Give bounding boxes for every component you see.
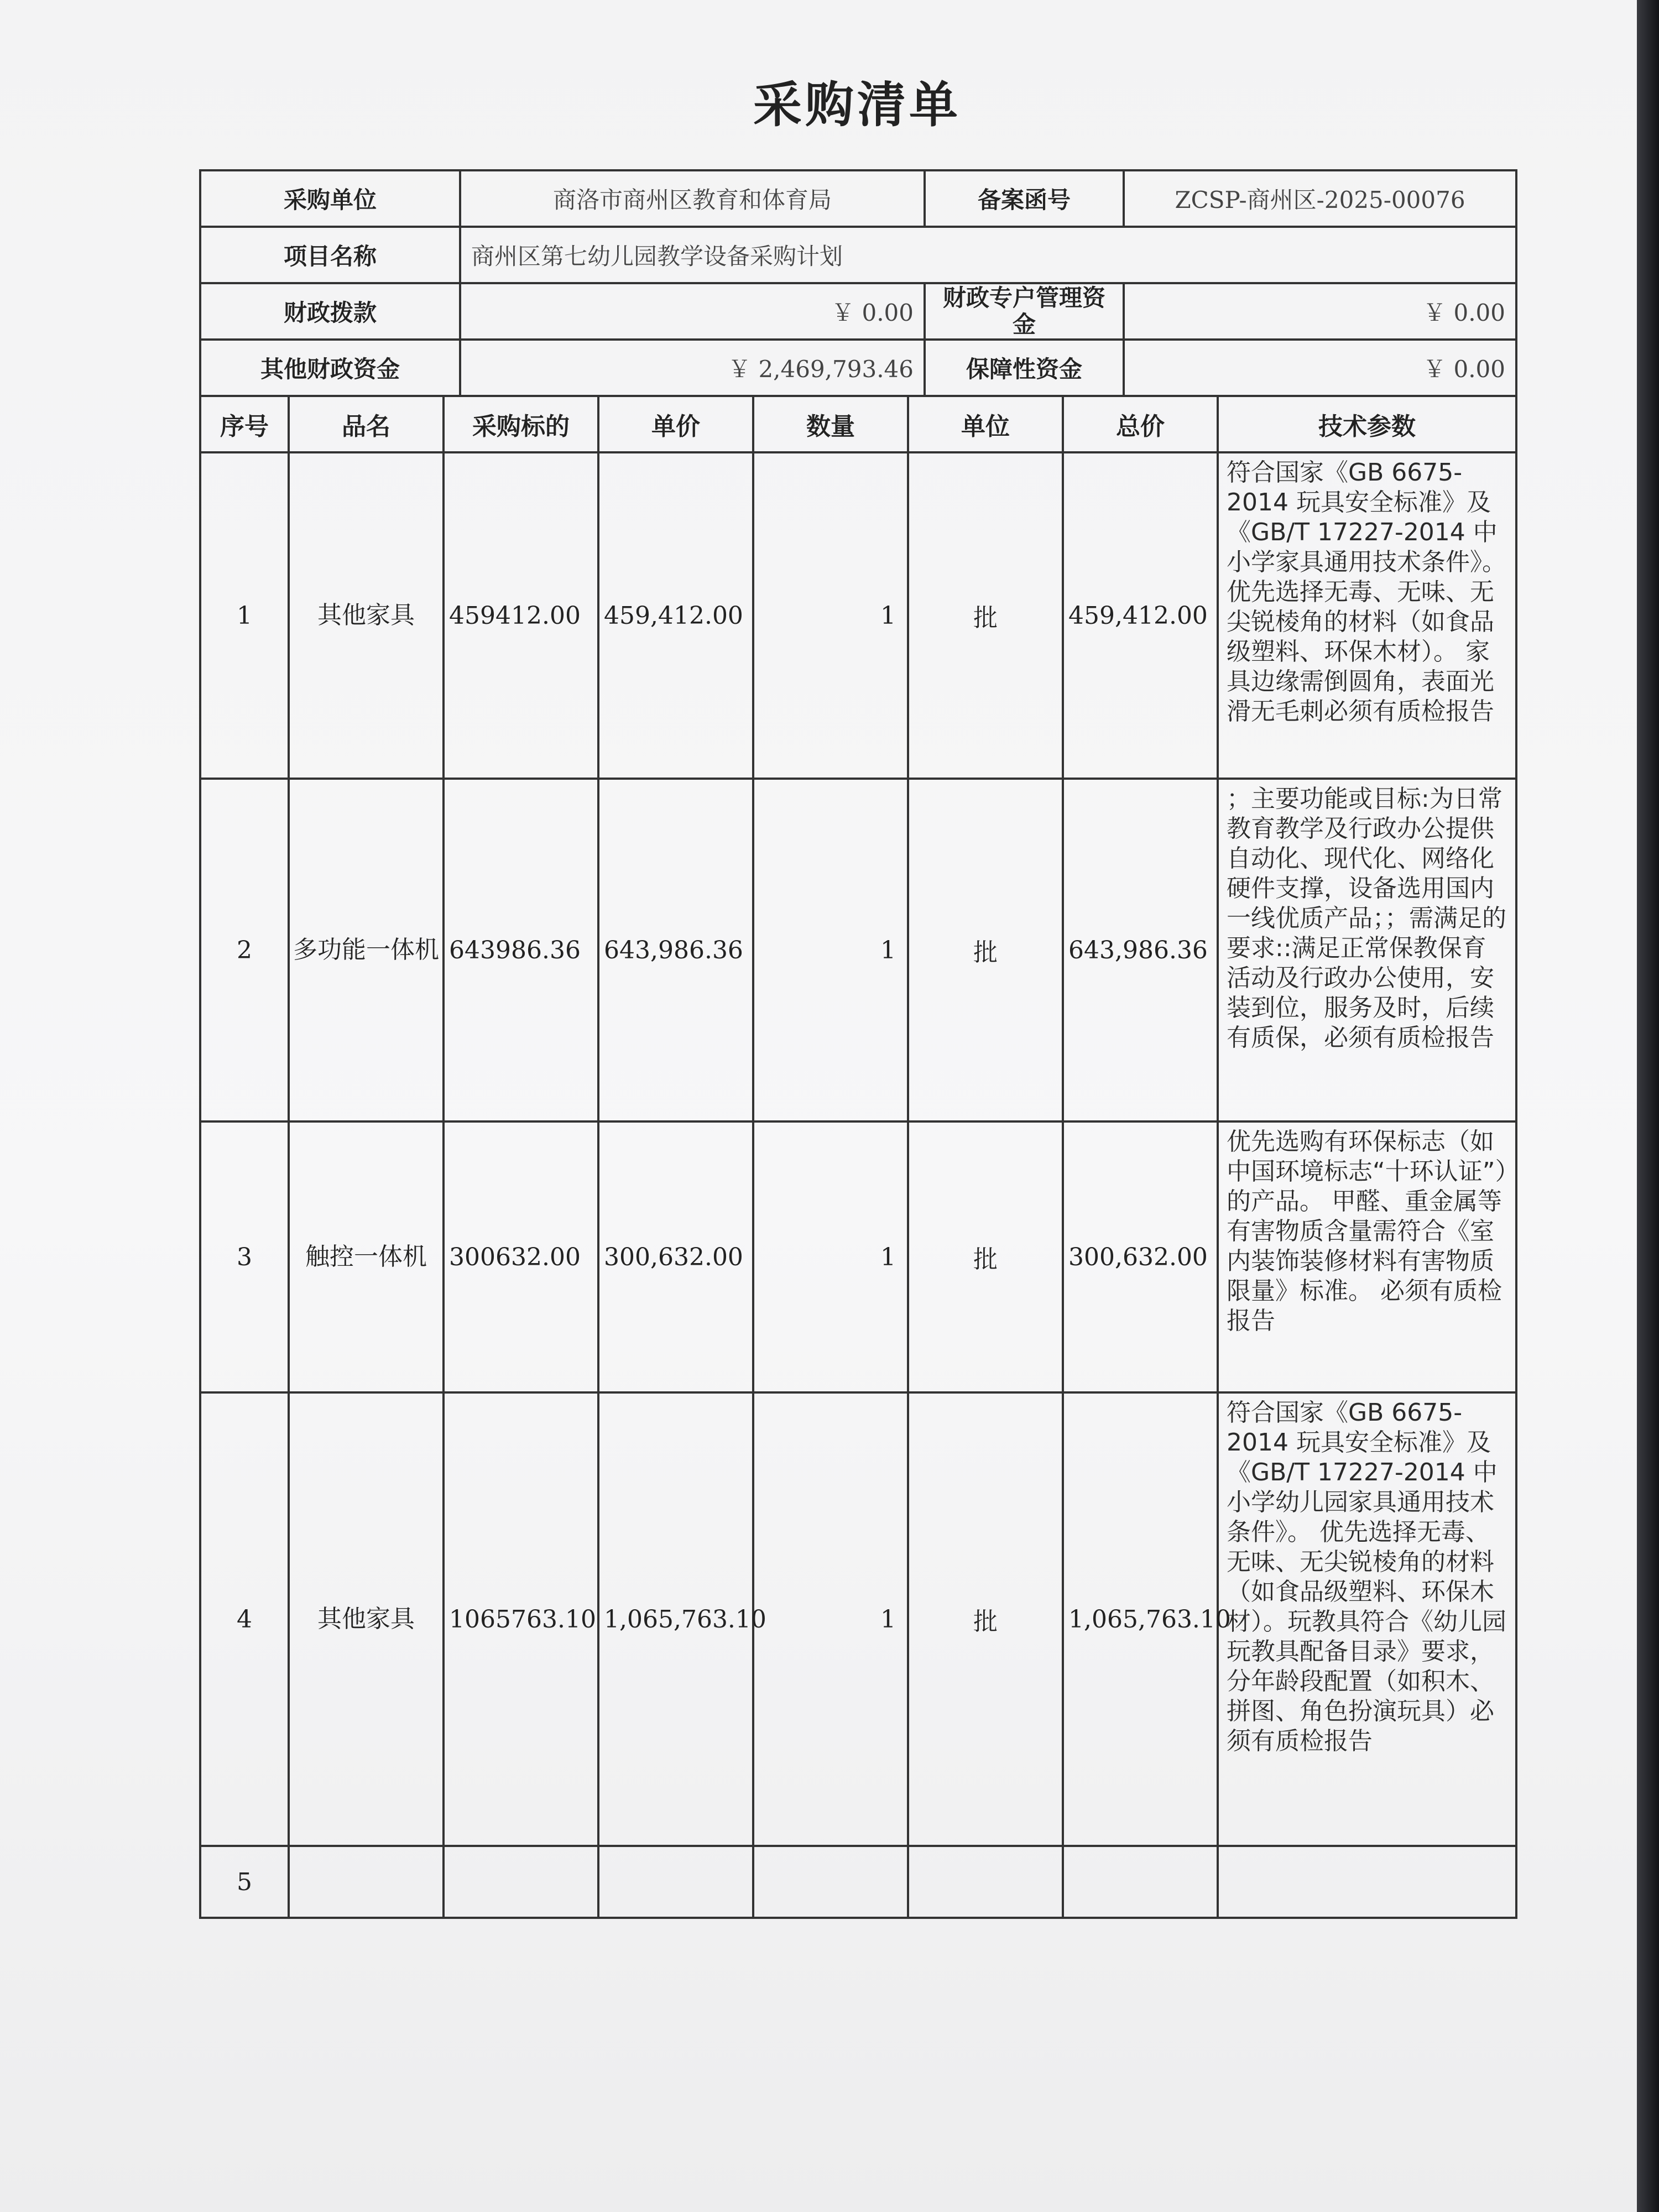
col-header-no: 序号 <box>200 397 289 452</box>
items-header-row <box>200 397 1516 452</box>
row-target: 1065763.10 <box>444 1392 598 1846</box>
row-unit-price: 643,986.36 <box>598 779 753 1121</box>
table-row <box>200 452 1516 779</box>
col-header-target: 采购标的 <box>444 397 598 452</box>
special-fund-label: 财政专户管理资金 <box>925 283 1124 340</box>
header-row-fiscal <box>200 283 1516 340</box>
fiscal-label: 财政拨款 <box>200 283 460 340</box>
row-no: 1 <box>200 452 289 779</box>
items-table <box>199 397 1517 1919</box>
row-total: 1,065,763.10 <box>1063 1392 1218 1846</box>
special-fund-value: ￥ 0.00 <box>1124 283 1516 340</box>
table-row <box>200 1392 1516 1846</box>
row-name: 其他家具 <box>289 1392 444 1846</box>
filing-value: ZCSP-商州区-2025-00076 <box>1124 170 1516 227</box>
row-spec: ；主要功能或目标:为日常教育教学及行政办公提供自动化、现代化、网络化硬件支撑，设备选用国内一线优质产品；；需满足的要求::满足正常保教保育活动及行政办公使用，安装到位，服务及时，后续有质保，必须有质检报告 <box>1218 779 1516 1121</box>
row-qty <box>753 1846 908 1918</box>
purchaser-label: 采购单位 <box>200 170 460 227</box>
col-header-total: 总价 <box>1063 397 1218 452</box>
row-target: 459412.00 <box>444 452 598 779</box>
row-no: 5 <box>200 1846 289 1918</box>
row-no: 4 <box>200 1392 289 1846</box>
document-title: 采购清单 <box>753 76 961 133</box>
row-qty: 1 <box>753 779 908 1121</box>
col-header-unit: 单位 <box>908 397 1063 452</box>
row-unit: 批 <box>908 779 1063 1121</box>
guarantee-fund-value: ￥ 0.00 <box>1124 340 1516 396</box>
row-total: 300,632.00 <box>1063 1121 1218 1392</box>
guarantee-fund-label: 保障性资金 <box>925 340 1124 396</box>
row-no: 2 <box>200 779 289 1121</box>
purchase-list-document <box>199 66 1515 1919</box>
row-unit-price: 459,412.00 <box>598 452 753 779</box>
row-name: 其他家具 <box>289 452 444 779</box>
row-spec <box>1218 1846 1516 1918</box>
header-row-project <box>200 227 1516 283</box>
row-total <box>1063 1846 1218 1918</box>
project-value: 商州区第七幼儿园教学设备采购计划 <box>460 227 1516 283</box>
project-label: 项目名称 <box>200 227 460 283</box>
col-header-spec: 技术参数 <box>1218 397 1516 452</box>
table-row <box>200 1121 1516 1392</box>
row-total: 643,986.36 <box>1063 779 1218 1121</box>
row-unit-price: 1,065,763.10 <box>598 1392 753 1846</box>
row-unit: 批 <box>908 1392 1063 1846</box>
row-unit: 批 <box>908 1121 1063 1392</box>
background-edge <box>1637 0 1659 2212</box>
row-unit <box>908 1846 1063 1918</box>
row-unit-price: 300,632.00 <box>598 1121 753 1392</box>
row-target <box>444 1846 598 1918</box>
purchaser-value: 商洛市商州区教育和体育局 <box>460 170 925 227</box>
col-header-name: 品名 <box>289 397 444 452</box>
header-row-other <box>200 340 1516 396</box>
filing-label: 备案函号 <box>925 170 1124 227</box>
header-table <box>199 169 1517 397</box>
row-qty: 1 <box>753 1392 908 1846</box>
row-name <box>289 1846 444 1918</box>
row-total: 459,412.00 <box>1063 452 1218 779</box>
row-unit: 批 <box>908 452 1063 779</box>
other-fund-value: ￥ 2,469,793.46 <box>460 340 925 396</box>
row-qty: 1 <box>753 1121 908 1392</box>
table-row <box>200 779 1516 1121</box>
row-qty: 1 <box>753 452 908 779</box>
row-target: 643986.36 <box>444 779 598 1121</box>
fiscal-value: ￥ 0.00 <box>460 283 925 340</box>
col-header-unit-price: 单价 <box>598 397 753 452</box>
other-fund-label: 其他财政资金 <box>200 340 460 396</box>
row-spec: 符合国家《GB 6675-2014 玩具安全标准》及《GB/T 17227-2014 中小学家具通用技术条件》。 优先选择无毒、无味、无尖锐棱角的材料（如食品级塑料、环保木材）。 家具边缘需倒圆角，表面光滑无毛刺必须有质检报告 <box>1218 452 1516 779</box>
row-name: 多功能一体机 <box>289 779 444 1121</box>
table-row <box>200 1846 1516 1918</box>
col-header-qty: 数量 <box>753 397 908 452</box>
header-row-purchaser <box>200 170 1516 227</box>
row-spec: 优先选购有环保标志（如中国环境标志“十环认证”）的产品。 甲醛、重金属等有害物质含量需符合《室内装饰装修材料有害物质限量》标准。 必须有质检报告 <box>1218 1121 1516 1392</box>
row-no: 3 <box>200 1121 289 1392</box>
row-unit-price <box>598 1846 753 1918</box>
row-spec: 符合国家《GB 6675-2014 玩具安全标准》及《GB/T 17227-2014 中小学幼儿园家具通用技术条件》。 优先选择无毒、无味、无尖锐棱角的材料（如食品级塑料、环保木材）。玩教具符合《幼儿园玩教具配备目录》要求，分年龄段配置（如积木、拼图、角色扮演玩具）必须有质检报告 <box>1218 1392 1516 1846</box>
row-target: 300632.00 <box>444 1121 598 1392</box>
row-name: 触控一体机 <box>289 1121 444 1392</box>
